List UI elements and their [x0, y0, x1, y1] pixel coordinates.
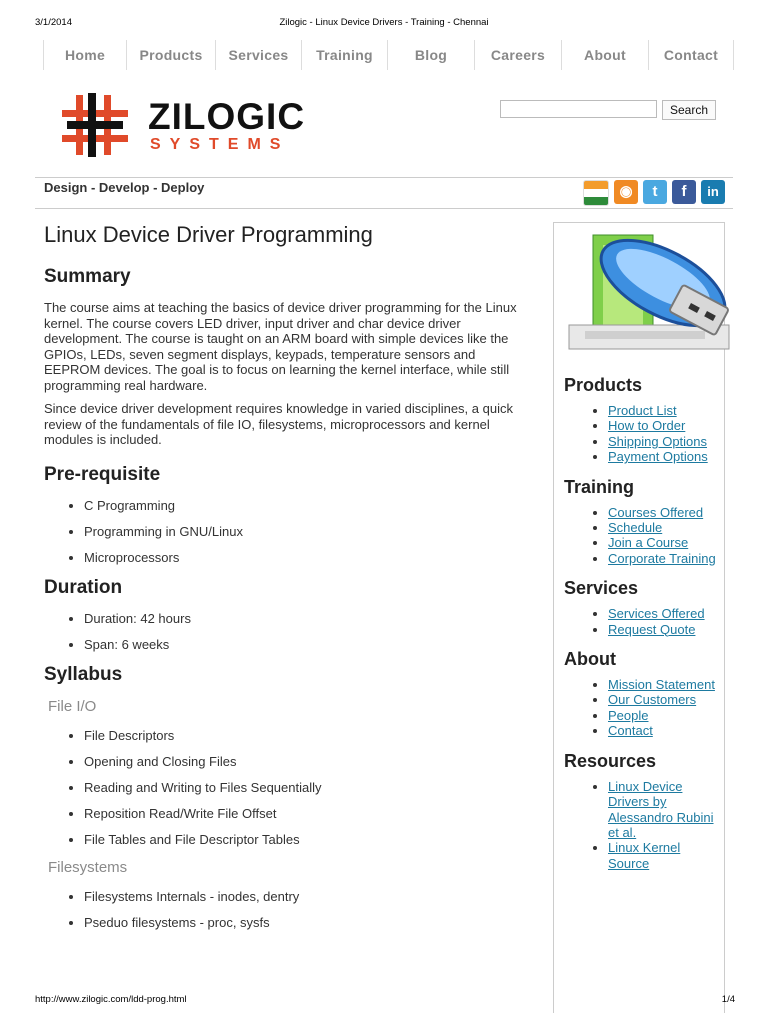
- sidebar: [553, 222, 725, 1013]
- list-item: • Pseduo filesystems - proc, sysfs: [84, 915, 529, 930]
- print-url: http://www.zilogic.com/ldd-prog.html: [35, 994, 187, 1005]
- india-flag-icon[interactable]: [583, 180, 609, 206]
- sidebar-list-services: [554, 606, 724, 637]
- sidebar-heading-about: About: [564, 649, 616, 670]
- duration-list: [44, 611, 529, 652]
- usb-drive-image: [563, 231, 761, 356]
- sidebar-link-contact[interactable]: Contact: [608, 723, 653, 739]
- search-input[interactable]: [500, 100, 657, 118]
- sidebar-heading-training: Training: [564, 476, 635, 497]
- sidebar-list-resources: [554, 779, 724, 871]
- nav-careers[interactable]: Careers: [474, 40, 561, 70]
- fileio-heading: File I/O: [48, 697, 97, 715]
- syllabus-heading: Syllabus: [44, 663, 123, 685]
- list-item: • C Programming: [84, 498, 529, 513]
- nav-training[interactable]: Training: [301, 40, 387, 70]
- list-item: • Filesystems Internals - inodes, dentry: [84, 889, 529, 904]
- sidebar-link-corporate-training[interactable]: Corporate Training: [608, 550, 716, 566]
- list-item: • Opening and Closing Files: [84, 754, 529, 769]
- fileio-list: [44, 728, 529, 847]
- list-item: • Span: 6 weeks: [84, 637, 529, 652]
- summary-paragraph: The course aims at teaching the basics of device driver programming for the Linux kernel. The course covers LED driver, input driver and char device driver development. The course is taught on an ARM board with simple devices like the GPIOs, LEDs, seven segment displays, keypads, temperature sensors and EEPROM devices. The goal is to focus on learning the kernel interface, while still programming real hardware.: [44, 300, 517, 393]
- sidebar-link-request-quote[interactable]: Request Quote: [608, 621, 696, 637]
- sidebar-list-training: [554, 505, 724, 567]
- linkedin-icon[interactable]: in: [701, 180, 725, 204]
- sidebar-link-schedule[interactable]: Schedule: [608, 520, 663, 536]
- twitter-icon[interactable]: t: [643, 180, 667, 204]
- sidebar-link-shipping-options[interactable]: Shipping Options: [608, 433, 708, 449]
- list-item: • Duration: 42 hours: [84, 611, 529, 626]
- nav-services[interactable]: Services: [215, 40, 301, 70]
- duration-heading: Duration: [44, 576, 123, 598]
- sidebar-link-our-customers[interactable]: Our Customers: [608, 692, 697, 708]
- tagline: Design - Develop - Deploy: [44, 180, 205, 195]
- logo-mark-icon: [62, 93, 128, 157]
- tagline-bar: [35, 177, 733, 209]
- search-button[interactable]: Search: [662, 100, 716, 120]
- list-item: • Programming in GNU/Linux: [84, 524, 529, 539]
- sidebar-link-courses-offered[interactable]: Courses Offered: [608, 504, 704, 520]
- prerequisite-heading: Pre-requisite: [44, 463, 161, 485]
- sidebar-link-join-course[interactable]: Join a Course: [608, 535, 689, 551]
- filesystems-list: [44, 889, 529, 930]
- sidebar-link-ldd-book[interactable]: Linux Device Drivers by Alessandro Rubini et al.: [608, 778, 714, 840]
- print-title: Zilogic - Linux Device Drivers - Training - Chennai: [279, 17, 489, 28]
- summary-heading: Summary: [44, 266, 131, 287]
- sidebar-heading-products: Products: [564, 375, 643, 395]
- sidebar-link-product-list[interactable]: Product List: [608, 403, 677, 418]
- print-page-number: 1/4: [721, 994, 735, 1005]
- logo-name: ZILOGIC: [148, 96, 306, 137]
- sidebar-heading-services: Services: [564, 578, 639, 599]
- nav-about[interactable]: About: [561, 40, 648, 70]
- main-content: [44, 222, 529, 942]
- list-item: • Reposition Read/Write File Offset: [84, 806, 529, 821]
- print-date: 3/1/2014: [35, 17, 72, 28]
- sidebar-link-services-offered[interactable]: Services Offered: [608, 606, 705, 622]
- sidebar-heading-resources: Resources: [564, 750, 657, 771]
- list-item: • Reading and Writing to Files Sequentially: [84, 780, 529, 795]
- list-item: • File Tables and File Descriptor Tables: [84, 832, 529, 847]
- page-title: Linux Device Driver Programming: [44, 222, 373, 247]
- logo-sub: SYSTEMS: [150, 136, 290, 153]
- sidebar-list-products: [554, 403, 724, 465]
- sidebar-link-mission-statement[interactable]: Mission Statement: [608, 677, 715, 693]
- rss-icon[interactable]: ◉: [614, 180, 638, 204]
- summary-paragraph: Since device driver development requires knowledge in varied disciplines, a quick review of the fundamentals of file IO, filesystems, microprocessors and kernel modules is included.: [44, 401, 513, 447]
- prerequisite-list: [44, 498, 529, 565]
- filesystems-heading: Filesystems: [48, 858, 128, 876]
- print-header: [0, 17, 768, 31]
- facebook-icon[interactable]: f: [672, 180, 696, 204]
- sidebar-links: [554, 375, 724, 883]
- zilogic-logo[interactable]: [62, 93, 352, 159]
- list-item: • File Descriptors: [84, 728, 529, 743]
- sidebar-link-kernel-source[interactable]: Linux Kernel Source: [608, 840, 681, 871]
- nav-products[interactable]: Products: [126, 40, 215, 70]
- list-item: • Microprocessors: [84, 550, 529, 565]
- nav-blog[interactable]: Blog: [387, 40, 474, 70]
- sidebar-link-people[interactable]: People: [608, 707, 649, 723]
- sidebar-list-about: [554, 677, 724, 739]
- search-form: [500, 100, 709, 118]
- nav-contact[interactable]: Contact: [648, 40, 734, 70]
- sidebar-link-payment-options[interactable]: Payment Options: [608, 449, 708, 465]
- top-nav: [43, 40, 733, 70]
- sidebar-link-how-to-order[interactable]: How to Order: [608, 418, 686, 434]
- nav-home[interactable]: Home: [43, 40, 126, 70]
- social-links: [583, 180, 725, 206]
